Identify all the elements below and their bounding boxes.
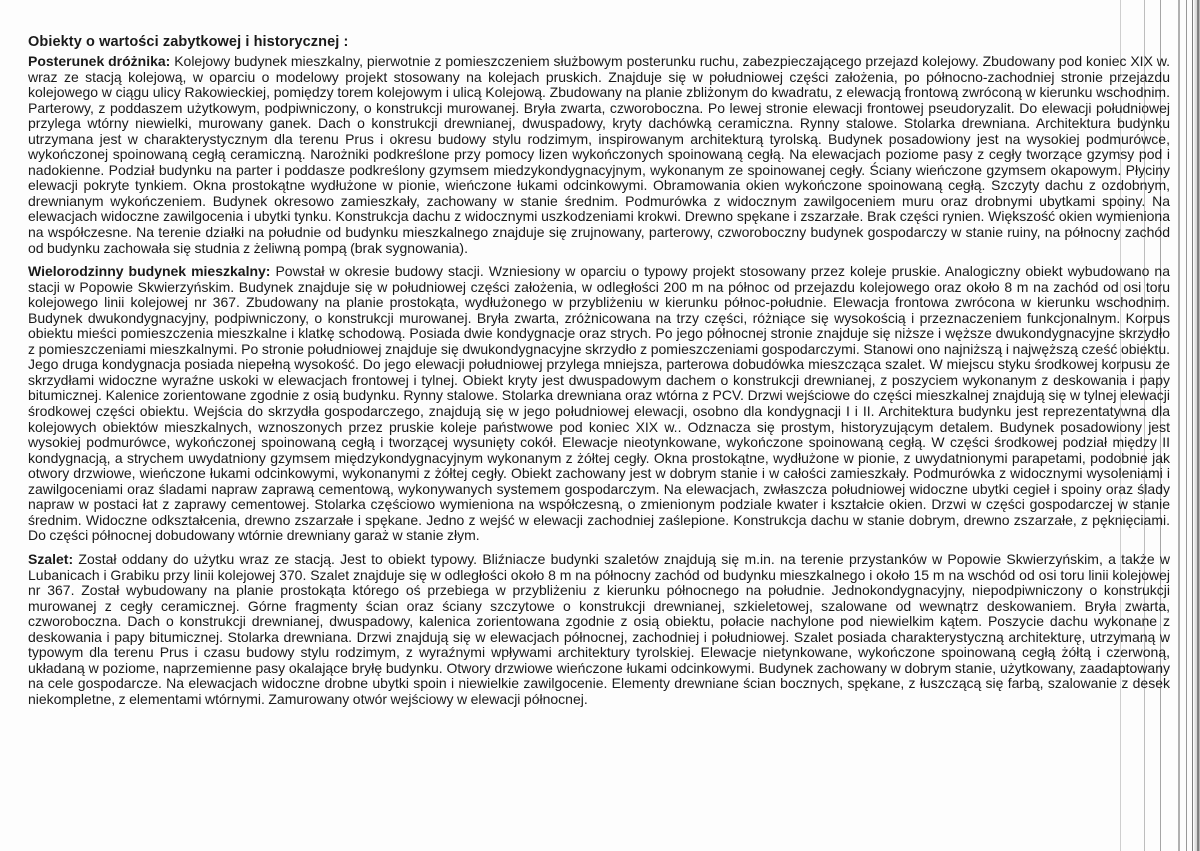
section-term: Szalet: xyxy=(28,550,74,567)
section-posterunek-drożnika xyxy=(28,54,1170,256)
scan-edge-shadow xyxy=(1194,0,1200,851)
scan-streak xyxy=(1197,0,1199,851)
section-szalet xyxy=(28,552,1170,707)
section-text: Powstał w okresie budowy stacji. Wzniesiony w oparciu o typowy projekt stosowany przez koleje pruskie. Analogiczny obiekt wybudowano na stacji w Popowie Skwierzyńskim. Budynek znajduje się w południowej części założenia, w odległości 200 m na północ od przejazdu kolejowego oraz około 8 m na zachód od osi toru kolejowego linii kolejowej nr 367. Zbudowany na planie prostokąta, wydłużonego w przybliżeniu w kierunku północ-południe. Elewacja frontowa zwrócona w kierunku wschodnim. Budynek dwukondygnacyjny, podpiwniczony, o konstrukcji murowanej. Bryła zwarta, zróżnicowana na trzy części, różniące się wysokością i przeznaczeniem funkcjonalnym. Korpus obiektu mieści pomieszczenia mieszkalne i klatkę schodową. Posiada dwie kondygnacje oraz strych. Po jego północnej stronie znajduje się niższe i węższe dwukondygnacyjne skrzydło z pomieszczeniami mieszkalnymi. Po stronie południowej znajduje się dwukondygnacyjne skrzydło z pomieszczeniami gospodarczymi. Stanowi ono najniższą i najwęższą cześć obiektu. Jego druga kondygnacja posiada niepełną wysokość. Do jego elewacji południowej przylega mniejsza, parterowa dobudówka mieszcząca szalet. W miejscu styku środkowej korpusu ze skrzydłami widoczne wyraźne uskoki w elewacjach frontowej i tylnej. Obiekt kryty jest dwuspadowym dachem o konstrukcji drewnianej, z poszyciem wykonanym z deskowania i papy bitumicznej. Kalenice zorientowane zgodnie z osią budynku. Rynny stalowe. Stolarka drewniana oraz wtórna z PCV. Drzwi wejściowe do części mieszkalnej znajdują się w tylnej elewacji środkowej części obiektu. Wejścia do skrzydła gospodarczego, znajdują się w jego południowej elewacji, osobno dla kondygnacji I i II. Architektura budynku jest reprezentatywna dla kolejowych obiektów mieszkalnych, wznoszonych przez pruskie koleje państwowe pod koniec XIX w.. Odznacza się prostym, historyzującym detalem. Budynek posadowiony jest wysokiej podmurówce, wykończonej spoinowaną cegłą i tworzącej wysunięty cokół. Elewacje nieotynkowane, wykończone spoinowaną cegłą. W części środkowej podział między II kondygnacją, a strychem uwydatniony gzymsem międzykondygnacyjnym wykonanym z żółtej cegły. Okna prostokątne, wydłużone w pionie, z uwydatnionymi parapetami, podobnie jak otwory drzwiowe, wieńczone łukami odcinkowymi, wykonanymi z żółtej cegły. Obiekt zachowany jest w dobrym stanie i w całości zamieszkały. Podmurówka z widocznymi wysoleniami i zawilgoceniami oraz śladami napraw zaprawą cementową, wykonywanych systemem gospodarczym. Na elewacjach, zwłaszcza południowej widoczne ubytki cegieł i spoiny oraz ślady napraw w postaci łat z zaprawy cementowej. Stolarka częściowo wymieniona na współczesną, o zmienionym podziale kwater i kształcie okien. Drzwi w części gospodarczej w stanie średnim. Widoczne odkształcenia, drewno zszarzałe i spękane. Jedno z wejść w elewacji zachodniej zaślepione. Konstrukcja dachu w stanie dobrym, drewno zszarzałe, z pęknięciami. Do części północnej dobudowany wtórnie drewniany garaż w stanie złym. xyxy=(28,263,1170,544)
section-text: Kolejowy budynek mieszkalny, pierwotnie z pomieszczeniem służbowym posterunku ruchu, zabezpieczającego przejazd kolejowy. Zbudowany pod koniec XIX w. wraz ze stacją kolejową, w oparciu o modelowy projekt stosowany na kolejach pruskich. Znajduje się w południowej części założenia, po północno-zachodniej stronie przejazdu kolejowego w ciągu ulicy Rakowieckiej, pomiędzy torem kolejowym i ulicą Kolejową. Zbudowany na planie zbliżonym do kwadratu, z elewacją frontową zwróconą w kierunku wschodnim. Parterowy, z poddaszem użytkowym, podpiwniczony, o konstrukcji murowanej. Bryła zwarta, czworoboczna. Po lewej stronie elewacji frontowej pseudoryzalit. Do elewacji południowej przylega wtórny niewielki, murowany ganek. Dach o konstrukcji drewnianej, dwuspadowy, kryty dachówką ceramiczna. Rynny stalowe. Stolarka drewniana. Architektura budynku utrzymana jest w charakterystycznym dla terenu Prus i okresu budowy stylu rodzimym, inspirowanym architekturą tyrolską. Budynek posadowiony jest na wysokiej podmurówce, wykończonej spoinowaną cegłą ceramiczną. Narożniki podkreślone przy pomocy lizen wykończonych spoinowaną cegłą. Na elewacjach poziome pasy z cegły tworzące gzymsy pod i nadokienne. Podział budynku na parter i poddasze podkreślony gzymsem miedzykondygnacyjnym, wykonanym ze spoinowanej cegły. Ściany wieńczone gzymsem okapowym. Płyciny elewacji pokryte tynkiem. Okna prostokątne wydłużone w pionie, wieńczone łukami odcinkowymi. Obramowania okien wykończone spoinowaną cegłą. Szczyty dachu z ozdobnym, drewnianym wykończeniem. Budynek okresowo zamieszkały, zachowany w stanie średnim. Podmurówka z widocznym zawilgoceniem muru oraz drobnymi ubytkami spoiny. Na elewacjach widoczne zawilgocenia i ubytki tynku. Konstrukcja dachu z widocznymi uszkodzeniami krokwi. Drewno spękane i zszarzałe. Brak części rynien. Większość okien wymieniona na współczesne. Na terenie działki na południe od budynku mieszkalnego znajduje się zrujnowany, parterowy, czworoboczny budynek gospodarczy w stanie ruiny, na północny zachód od budynku zachowała się studnia z żeliwną pompą (brak sygnowania). xyxy=(28,53,1170,256)
document-body xyxy=(28,54,1170,715)
scan-streak xyxy=(1192,0,1193,851)
scan-streak xyxy=(1178,0,1180,851)
section-text: Został oddany do użytku wraz ze stacją. Jest to obiekt typowy. Bliźniacze budynki szaletów znajdują się m.in. na terenie przystanków w Popowie Skwierzyńskim, a także w Lubanicach i Grabiku przy linii kolejowej 370. Szalet znajduje się w odległości około 8 m na północny zachód od budynku mieszkalnego i około 15 m na wschód od osi toru linii kolejowej nr 367. Został wybudowany na planie prostokąta którego oś przebiega w przybliżeniu z kierunku północnego na południe. Jednokondygnacyjny, niepodpiwniczony o konstrukcji murowanej z cegły ceramicznej. Górne fragmenty ścian oraz ściany szczytowe o konstrukcji drewnianej, szkieletowej, szalowane od wewnątrz deskowaniem. Bryła zwarta, czworoboczna. Dach o konstrukcji drewnianej, dwuspadowy, kalenica zorientowana zgodnie z osią obiektu, połacie nachylone pod niewielkim kątem. Poszycie dachu wykonane z deskowania i papy bitumicznej. Stolarka drewniana. Drzwi znajdują się w elewacjach północnej, zachodniej i południowej. Szalet posiada charakterystyczną architekturę, utrzymaną w typowym dla terenu Prus i czasu budowy stylu rodzimym, z wyraźnymi wpływami architektury tyrolskiej. Elewacje nietynkowane, wykończone spoinowaną cegłą żółtą i czerwoną, układaną w poziome, naprzemienne pasy okalające bryłę budynku. Otwory drzwiowe wieńczone łukami odcinkowymi. Budynek zachowany w dobrym stanie, użytkowany, zaadaptowany na cele gospodarcze. Na elewacjach widoczne drobne ubytki spoin i niewielkie zawilgocenie. Elementy drewniane ścian bocznych, spękane, z łuszczącą się farbą, szalowanie z desek niekompletne, z elementami wtórnymi. Zamurowany otwór wejściowy w elewacji północnej. xyxy=(28,550,1170,707)
section-wielorodzinny-budynek xyxy=(28,264,1170,544)
document-heading: Obiekty o wartości zabytkowej i historycznej : xyxy=(28,34,349,50)
section-term: Wielorodzinny budynek mieszkalny: xyxy=(28,263,271,280)
section-term: Posterunek dróżnika: xyxy=(28,53,171,69)
scan-streak xyxy=(1186,0,1187,851)
